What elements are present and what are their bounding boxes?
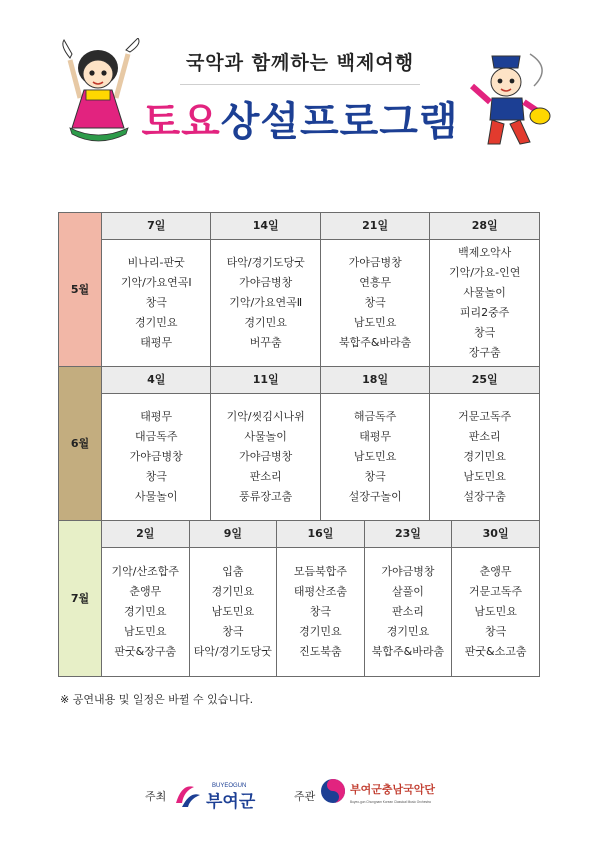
program-item: 풍류장고춤: [239, 490, 293, 503]
host-name-en: BUYEOGUN: [212, 783, 247, 789]
program-item: 설장구놀이: [348, 490, 402, 503]
program-cell: [102, 548, 190, 677]
program-item: 기악/가요-인연: [448, 266, 521, 279]
program-item: 북합주&바라춤: [338, 336, 412, 349]
program-item: 기악/씻김시나위: [226, 410, 305, 423]
organizer-label: 주관: [294, 790, 316, 803]
program-cell: [364, 548, 452, 677]
program-cell: [211, 394, 320, 521]
program-cell: [452, 548, 540, 677]
program-item: 대금독주: [134, 430, 178, 443]
program-item: 창극: [474, 326, 496, 339]
program-item: 남도민요: [124, 625, 167, 638]
program-item: 태평무: [359, 430, 392, 443]
program-item: 버꾸춤: [249, 336, 282, 349]
dancer-girl-mascot-icon: [50, 38, 150, 148]
june-day-row: [59, 367, 540, 394]
program-item: 입춤: [222, 565, 244, 578]
program-item: 판소리: [392, 605, 424, 618]
day-header: 9일: [189, 521, 277, 548]
program-item: 해금독주: [353, 410, 397, 423]
may-program-row: [59, 240, 540, 367]
program-item: 경기민요: [463, 450, 506, 463]
program-cell: [430, 240, 540, 367]
schedule-change-note: ※ 공연내용 및 일정은 바뀔 수 있습니다.: [60, 693, 254, 706]
program-item: 남도민요: [211, 605, 255, 618]
program-item: 거문고독주: [469, 585, 523, 598]
program-item: 판소리: [468, 430, 501, 443]
organizer-name-en: Buyeo-gun Chungnam Korean Classical Music Orchestra: [350, 800, 431, 804]
day-header: 7일: [102, 213, 211, 240]
program-item: 타악/경기도당굿: [226, 256, 305, 269]
program-cell: [102, 394, 211, 521]
program-item: 창극: [364, 470, 386, 483]
july-day-row: [59, 521, 540, 548]
june-program-row: [59, 394, 540, 521]
host-name: 부여군: [206, 792, 256, 811]
program-item: 모듬북합주: [293, 565, 347, 578]
program-item: 진도북춤: [299, 645, 342, 658]
program-item: 경기민요: [124, 605, 167, 618]
program-item: 사물놀이: [463, 286, 506, 299]
program-item: 남도민요: [474, 605, 517, 618]
day-header: 18일: [320, 367, 429, 394]
title-part-program: 상설프로그램: [220, 99, 459, 145]
program-item: 판굿&소고춤: [464, 645, 527, 658]
program-item: 비나리-판굿: [127, 256, 185, 269]
program-item: 가야금병창: [239, 450, 293, 463]
program-item: 창극: [145, 296, 167, 309]
program-item: 태평무: [140, 410, 173, 423]
program-item: 경기민요: [211, 585, 255, 598]
program-item: 사물놀이: [244, 430, 287, 443]
orchestra-logo: [318, 775, 468, 811]
program-item: 사물놀이: [134, 490, 178, 503]
may-day-row: [59, 213, 540, 240]
program-item: 창극: [484, 625, 507, 638]
program-item: 피리2중주: [459, 306, 510, 319]
organizer-name: 부여군충남국악단: [350, 783, 436, 796]
program-item: 백제오악사: [458, 246, 512, 259]
day-header: 28일: [430, 213, 540, 240]
program-item: 가야금병창: [381, 565, 435, 578]
program-item: 타악/경기도당굿: [193, 645, 272, 658]
program-item: 태평산조춤: [293, 585, 347, 598]
host-label: 주최: [145, 790, 167, 803]
program-item: 태평무: [140, 336, 173, 349]
title-part-saturday: 토요: [141, 99, 221, 145]
day-header: 11일: [211, 367, 320, 394]
program-item: 창극: [364, 296, 386, 309]
buyeo-county-logo: [172, 777, 268, 811]
day-header: 14일: [211, 213, 320, 240]
program-cell: [102, 240, 211, 367]
program-item: 살풀이: [392, 585, 424, 598]
program-item: 장구춤: [468, 346, 501, 359]
program-item: 기악/가요연곡Ⅱ: [229, 296, 303, 309]
day-header: 2일: [102, 521, 190, 548]
day-header: 4일: [102, 367, 211, 394]
program-item: 춘앵무: [129, 585, 162, 598]
program-item: 북합주&바라춤: [371, 645, 445, 658]
day-header: 16일: [277, 521, 365, 548]
july-program-row: [59, 548, 540, 677]
program-cell: [211, 240, 320, 367]
subtitle: 국악과 함께하는 백제여행: [185, 52, 415, 74]
day-header: 25일: [430, 367, 540, 394]
footer: [0, 775, 600, 815]
day-header: 23일: [364, 521, 452, 548]
program-cell: [189, 548, 277, 677]
program-item: 남도민요: [463, 470, 506, 483]
program-item: 경기민요: [386, 625, 430, 638]
program-item: 판소리: [249, 470, 282, 483]
month-label-june: 6월: [59, 367, 102, 521]
program-item: 판굿&장구춤: [114, 645, 177, 658]
program-item: 가야금병창: [239, 276, 293, 289]
month-label-may: 5월: [59, 213, 102, 367]
program-item: 경기민요: [244, 316, 287, 329]
day-header: 30일: [452, 521, 540, 548]
program-cell: [320, 394, 429, 521]
program-item: 창극: [309, 605, 332, 618]
subtitle-underline: [180, 84, 420, 85]
program-item: 경기민요: [134, 316, 178, 329]
program-item: 거문고독주: [458, 410, 512, 423]
month-label-july: 7월: [59, 521, 102, 677]
program-cell: [277, 548, 365, 677]
program-item: 남도민요: [353, 450, 397, 463]
day-header: 21일: [320, 213, 429, 240]
program-item: 창극: [222, 625, 244, 638]
drummer-boy-mascot-icon: [462, 46, 562, 150]
program-item: 가야금병창: [348, 256, 402, 269]
program-item: 연흥무: [359, 276, 392, 289]
program-item: 설장구춤: [463, 490, 506, 503]
schedule-table: [58, 212, 540, 677]
program-cell: [320, 240, 429, 367]
program-item: 기악/산조합주: [111, 565, 180, 578]
program-item: 가야금병창: [129, 450, 183, 463]
program-item: 창극: [145, 470, 167, 483]
program-item: 남도민요: [353, 316, 397, 329]
program-cell: [430, 394, 540, 521]
program-item: 경기민요: [299, 625, 342, 638]
program-item: 춘앵무: [479, 565, 512, 578]
program-item: 기악/가요연곡Ⅰ: [120, 276, 192, 289]
